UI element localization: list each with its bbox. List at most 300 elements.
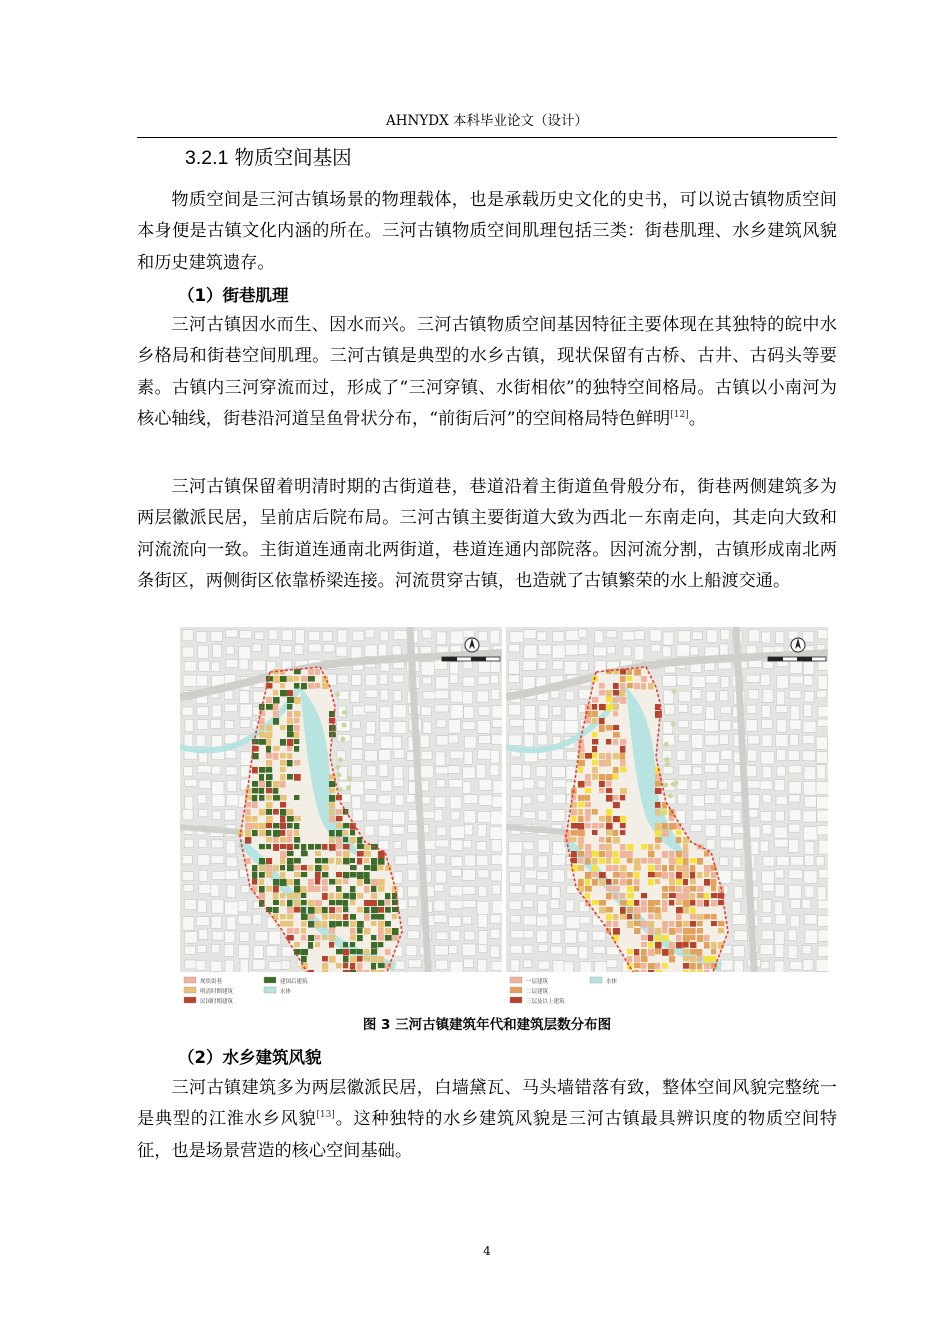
paragraph-intro [137, 185, 837, 279]
city-block [763, 795, 771, 803]
city-block [523, 812, 536, 819]
building [578, 851, 584, 857]
building [364, 872, 370, 879]
building [266, 774, 273, 780]
building [322, 893, 328, 900]
city-block [238, 915, 251, 924]
building [648, 865, 654, 872]
city-block [692, 632, 702, 639]
building [711, 872, 717, 878]
city-block [225, 750, 236, 758]
building [287, 739, 293, 746]
city-block [553, 632, 564, 642]
city-block [761, 719, 772, 728]
city-block [493, 780, 502, 793]
building [378, 914, 384, 920]
city-block [211, 840, 222, 848]
building [252, 823, 259, 829]
city-block [607, 646, 615, 653]
building [308, 844, 314, 850]
building [259, 872, 265, 878]
building [287, 746, 292, 751]
building [287, 704, 292, 710]
city-block [479, 795, 493, 805]
city-block [212, 795, 225, 807]
building [620, 893, 625, 899]
city-block [607, 631, 617, 638]
building [322, 907, 328, 913]
building [662, 928, 668, 933]
building [266, 809, 272, 815]
building [280, 781, 286, 787]
city-block [536, 916, 548, 926]
building [592, 697, 598, 703]
building [606, 760, 611, 766]
building [350, 837, 356, 843]
building [287, 823, 293, 828]
building [385, 928, 391, 934]
building [371, 963, 376, 970]
city-block [762, 766, 771, 778]
city-block [392, 811, 405, 824]
city-block [579, 629, 587, 638]
building [606, 753, 611, 760]
building [655, 872, 662, 877]
building [662, 830, 669, 837]
building [336, 830, 342, 836]
city-block [789, 809, 801, 820]
city-block [435, 840, 449, 847]
city-block [538, 900, 548, 914]
building [280, 844, 287, 849]
city-block [721, 677, 729, 688]
city-block [551, 767, 565, 778]
city-block [819, 869, 828, 878]
city-block [434, 885, 444, 892]
city-block [449, 780, 463, 788]
city-block [366, 811, 379, 821]
building [606, 774, 613, 780]
building [585, 781, 591, 786]
building [641, 963, 647, 969]
city-block [789, 870, 803, 879]
city-block [789, 795, 800, 802]
city-block [451, 857, 462, 866]
city-block [394, 872, 403, 883]
building [273, 711, 279, 717]
city-block [479, 736, 491, 744]
city-block [226, 660, 238, 668]
city-block [392, 827, 404, 835]
building [711, 949, 716, 954]
city-block [663, 676, 677, 687]
building [294, 683, 299, 689]
building [648, 879, 654, 885]
building [315, 858, 321, 863]
building [669, 956, 675, 962]
tree [664, 757, 669, 762]
building [704, 963, 710, 969]
city-block [392, 675, 404, 683]
city-block [367, 766, 376, 776]
city-block [197, 945, 206, 952]
building [343, 837, 348, 842]
city-block [678, 794, 687, 804]
city-block [789, 690, 801, 698]
legend-label: 二层建筑 [526, 989, 549, 995]
city-block [490, 661, 500, 672]
building [336, 949, 343, 954]
city-block [775, 931, 784, 945]
building [273, 704, 278, 711]
building [620, 739, 626, 745]
city-block [448, 766, 460, 774]
city-block [350, 781, 364, 795]
building [683, 872, 689, 878]
building [280, 865, 285, 870]
city-block [395, 856, 408, 864]
city-block [763, 856, 775, 866]
city-block [380, 721, 390, 733]
building [578, 809, 583, 815]
city-block [352, 675, 361, 686]
city-block [322, 632, 332, 641]
city-block [776, 631, 784, 643]
city-block [185, 719, 193, 732]
tree [671, 782, 676, 787]
city-block [748, 781, 762, 788]
building [613, 795, 619, 800]
building [371, 914, 378, 919]
building [592, 739, 598, 744]
building [704, 935, 710, 941]
building [578, 844, 583, 849]
section-title-text: 物质空间基因 [234, 146, 352, 169]
city-block [184, 661, 196, 671]
city-block [552, 886, 560, 898]
city-block [434, 810, 442, 821]
building [280, 830, 285, 836]
city-block [393, 705, 407, 718]
city-block [593, 946, 605, 953]
city-block [240, 630, 252, 638]
building [266, 865, 272, 871]
building [683, 886, 690, 893]
building [634, 858, 640, 865]
city-block [677, 675, 690, 685]
city-block [196, 960, 206, 970]
city-block [509, 661, 520, 674]
city-block [762, 825, 771, 835]
city-block [240, 704, 252, 717]
building [697, 928, 703, 934]
building [669, 865, 674, 871]
city-block [677, 780, 688, 789]
city-block [523, 796, 531, 804]
legend-label: 民国时期建筑 [200, 999, 234, 1005]
building [620, 795, 625, 800]
city-block [380, 706, 391, 718]
city-block [678, 631, 690, 642]
building [378, 858, 385, 865]
city-block [760, 812, 771, 822]
city-block [564, 662, 577, 675]
city-block [803, 735, 815, 743]
legend-swatch [510, 987, 522, 993]
city-block [552, 794, 565, 804]
city-block [478, 944, 487, 952]
building [371, 949, 377, 955]
city-block [805, 915, 817, 924]
building [585, 753, 592, 759]
building [308, 907, 315, 914]
building [266, 732, 272, 738]
city-block [816, 737, 827, 749]
city-block [478, 959, 487, 972]
building [690, 935, 696, 940]
building [620, 823, 626, 828]
building [280, 914, 286, 919]
building [599, 872, 606, 878]
building [364, 914, 370, 921]
building [683, 921, 690, 927]
building [592, 900, 599, 905]
building [620, 872, 626, 878]
building [662, 886, 668, 892]
building [711, 886, 716, 891]
building [599, 725, 605, 732]
building [336, 921, 342, 926]
city-block [393, 691, 401, 701]
city-block [491, 870, 502, 881]
city-block [539, 645, 552, 655]
building [301, 872, 307, 877]
legend-label: 一层建筑 [526, 979, 549, 985]
city-block [392, 646, 401, 655]
building [294, 830, 299, 836]
city-block [537, 632, 546, 640]
city-block [777, 750, 786, 761]
building [606, 697, 613, 702]
city-block [337, 630, 346, 643]
city-block [185, 779, 197, 786]
city-block [775, 915, 786, 924]
city-block [565, 930, 577, 943]
building [697, 963, 702, 969]
building [350, 921, 356, 927]
building [287, 697, 294, 703]
city-block [269, 962, 283, 970]
city-block [762, 705, 771, 717]
building [662, 935, 669, 941]
scale-bar-segment [442, 657, 457, 661]
city-block [451, 690, 464, 702]
building [599, 837, 604, 842]
building [378, 865, 383, 870]
city-block [511, 930, 525, 938]
city-block [566, 630, 580, 640]
city-block [464, 825, 472, 835]
building [245, 830, 251, 836]
city-block [552, 645, 565, 658]
city-block [818, 706, 828, 717]
building [606, 844, 612, 851]
city-block [748, 735, 759, 744]
building [273, 788, 278, 794]
city-block [817, 887, 826, 901]
city-block [211, 945, 219, 953]
building [252, 802, 258, 808]
city-block [435, 945, 449, 955]
city-block [448, 735, 458, 743]
building [343, 921, 349, 927]
building [641, 844, 647, 849]
legend-swatch [184, 977, 196, 983]
city-block [816, 959, 828, 971]
building [294, 711, 301, 717]
building [613, 732, 620, 738]
city-block [380, 690, 388, 700]
city-block [449, 917, 461, 927]
tree [671, 689, 676, 694]
building [343, 844, 350, 849]
city-block [523, 915, 536, 925]
building [273, 907, 279, 913]
subheading-street-texture: （1）街巷肌理 [178, 286, 289, 305]
city-block [760, 944, 773, 954]
city-block [437, 632, 447, 644]
city-block [777, 719, 786, 732]
city-block [818, 629, 828, 638]
building [322, 844, 328, 850]
city-block [508, 644, 519, 652]
building [655, 900, 660, 905]
city-block [776, 706, 788, 713]
building [592, 858, 598, 864]
city-block [803, 811, 816, 822]
building [350, 935, 356, 940]
building [280, 879, 287, 886]
city-block [551, 914, 564, 925]
building [357, 858, 362, 865]
building [308, 900, 314, 907]
building [364, 956, 370, 961]
building [620, 914, 627, 920]
building [648, 935, 653, 941]
city-block [478, 870, 489, 878]
city-block [579, 916, 590, 923]
building [641, 893, 647, 898]
building [287, 725, 293, 732]
city-block [490, 915, 501, 923]
building [273, 914, 278, 920]
tree [664, 742, 669, 747]
city-block [805, 930, 818, 943]
building [592, 718, 597, 723]
city-block [337, 675, 348, 683]
building [571, 809, 577, 815]
city-block [762, 632, 771, 643]
city-block [197, 766, 211, 773]
city-block [224, 704, 237, 712]
city-block [566, 691, 574, 700]
city-block [510, 945, 522, 953]
city-block [720, 825, 731, 837]
city-block [365, 751, 378, 761]
city-block [720, 721, 732, 730]
building [294, 746, 299, 752]
city-block [523, 945, 533, 954]
building [266, 872, 272, 878]
city-block [523, 842, 534, 850]
building [704, 942, 710, 949]
building [343, 956, 349, 962]
city-block [817, 796, 828, 809]
building [329, 816, 335, 822]
building [655, 928, 661, 935]
building [613, 921, 618, 927]
building [322, 914, 328, 920]
city-block [761, 751, 774, 764]
building [371, 921, 376, 926]
building [634, 956, 640, 962]
building [655, 704, 660, 710]
city-block [182, 630, 193, 641]
city-block [435, 705, 449, 712]
city-block [491, 750, 500, 763]
building [315, 886, 320, 892]
city-block [436, 720, 446, 727]
building [266, 753, 273, 759]
building [364, 886, 370, 893]
building [592, 823, 598, 829]
city-block [255, 632, 264, 639]
city-block [393, 779, 403, 787]
city-block [537, 794, 545, 802]
map-building-age [180, 627, 502, 1007]
legend-label: 建国后建筑 [280, 979, 308, 985]
building [259, 732, 266, 738]
city-block [690, 824, 702, 831]
city-block [435, 752, 445, 766]
building [683, 942, 689, 948]
city-block [721, 629, 730, 640]
city-block [511, 765, 522, 778]
city-block [762, 871, 775, 884]
city-block [238, 945, 249, 959]
city-block [748, 750, 757, 761]
section-title [185, 145, 352, 171]
building [655, 914, 662, 920]
building [378, 956, 384, 963]
building [357, 907, 363, 912]
building [648, 921, 654, 928]
building [648, 914, 654, 919]
city-block [478, 676, 490, 684]
city-block [239, 691, 249, 704]
legend-swatch [590, 977, 602, 983]
building [329, 788, 335, 793]
building [329, 830, 335, 836]
city-block [365, 826, 374, 836]
building [315, 921, 321, 928]
city-block [803, 632, 814, 642]
city-block [509, 842, 523, 854]
building [592, 872, 598, 877]
building [350, 886, 355, 892]
city-block [508, 854, 521, 867]
tree [335, 764, 340, 769]
